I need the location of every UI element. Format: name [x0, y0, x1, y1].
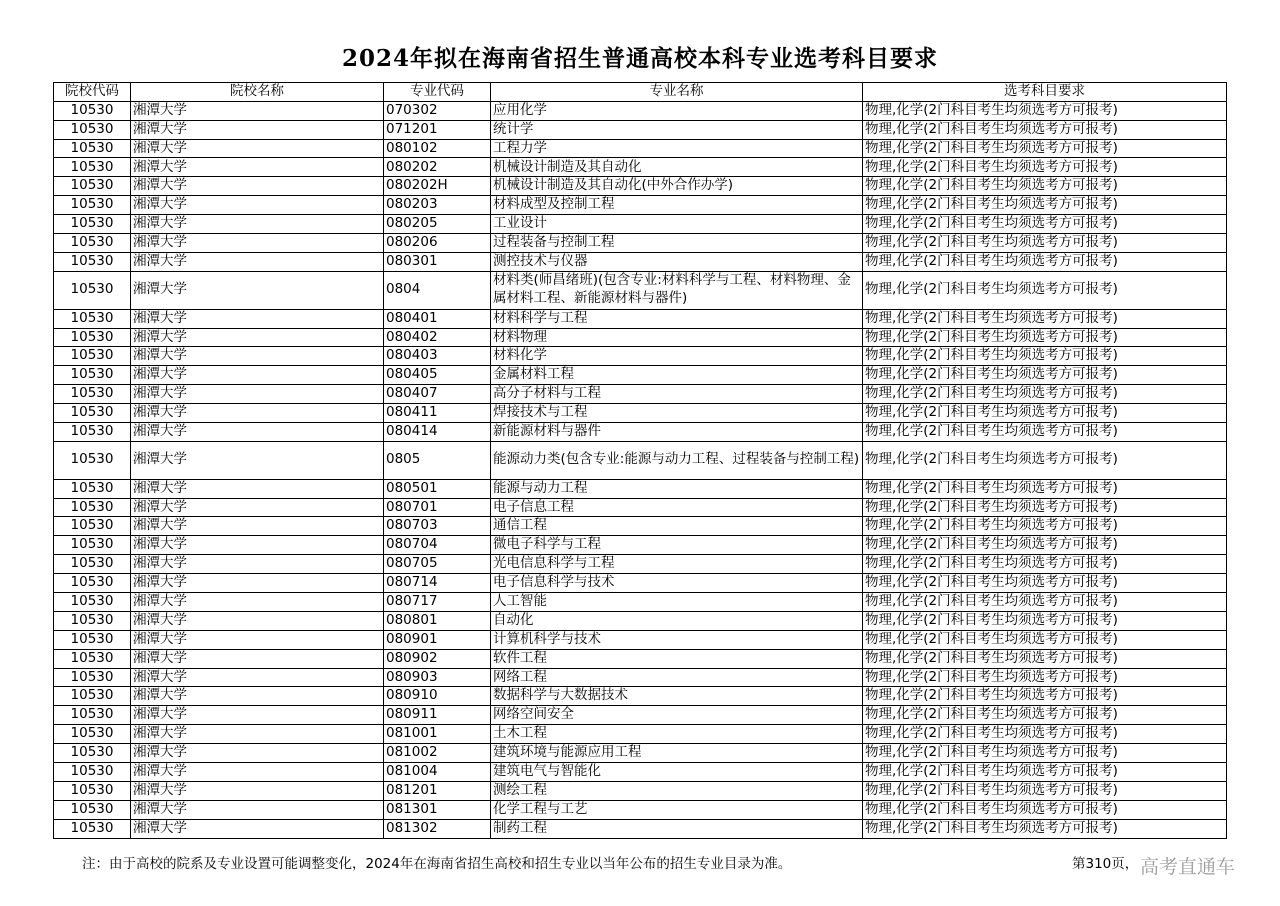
table-header-row — [54, 83, 1227, 102]
cell-school-code: 10530 — [54, 234, 131, 253]
table-row — [54, 592, 1227, 611]
table-row — [54, 158, 1227, 177]
cell-requirement: 物理,化学(2门科目考生均须选考方可报考) — [863, 139, 1227, 158]
cell-major-name: 高分子材料与工程 — [491, 385, 863, 404]
cell-school-name: 湘潭大学 — [131, 177, 384, 196]
cell-major-name: 测控技术与仪器 — [491, 252, 863, 271]
cell-requirement: 物理,化学(2门科目考生均须选考方可报考) — [863, 763, 1227, 782]
cell-major-name: 新能源材料与器件 — [491, 422, 863, 441]
cell-major-name: 焊接技术与工程 — [491, 404, 863, 423]
cell-school-code: 10530 — [54, 328, 131, 347]
table-row — [54, 574, 1227, 593]
cell-school-name: 湘潭大学 — [131, 101, 384, 120]
table-row — [54, 196, 1227, 215]
cell-major-name: 应用化学 — [491, 101, 863, 120]
table-row — [54, 611, 1227, 630]
cell-major-code: 080411 — [384, 404, 491, 423]
cell-requirement: 物理,化学(2门科目考生均须选考方可报考) — [863, 441, 1227, 479]
cell-school-name: 湘潭大学 — [131, 744, 384, 763]
cell-major-name: 电子信息科学与技术 — [491, 574, 863, 593]
cell-school-code: 10530 — [54, 215, 131, 234]
cell-major-code: 080704 — [384, 536, 491, 555]
cell-requirement: 物理,化学(2门科目考生均须选考方可报考) — [863, 385, 1227, 404]
cell-school-name: 湘潭大学 — [131, 668, 384, 687]
header-school-name: 院校名称 — [131, 83, 384, 102]
cell-school-code: 10530 — [54, 422, 131, 441]
table-row — [54, 555, 1227, 574]
cell-school-code: 10530 — [54, 649, 131, 668]
cell-major-code: 070302 — [384, 101, 491, 120]
cell-requirement: 物理,化学(2门科目考生均须选考方可报考) — [863, 347, 1227, 366]
cell-major-name: 网络工程 — [491, 668, 863, 687]
cell-requirement: 物理,化学(2门科目考生均须选考方可报考) — [863, 234, 1227, 253]
cell-major-name: 建筑电气与智能化 — [491, 763, 863, 782]
cell-major-code: 080703 — [384, 517, 491, 536]
cell-school-code: 10530 — [54, 819, 131, 838]
page-number: 第310页， — [1072, 856, 1139, 872]
cell-requirement: 物理,化学(2门科目考生均须选考方可报考) — [863, 819, 1227, 838]
cell-major-name: 建筑环境与能源应用工程 — [491, 744, 863, 763]
cell-major-code: 080102 — [384, 139, 491, 158]
table-row — [54, 309, 1227, 328]
table-row — [54, 630, 1227, 649]
cell-requirement: 物理,化学(2门科目考生均须选考方可报考) — [863, 158, 1227, 177]
table-row — [54, 234, 1227, 253]
cell-requirement: 物理,化学(2门科目考生均须选考方可报考) — [863, 366, 1227, 385]
cell-school-name: 湘潭大学 — [131, 422, 384, 441]
table-row — [54, 649, 1227, 668]
cell-school-code: 10530 — [54, 611, 131, 630]
table-row — [54, 668, 1227, 687]
cell-major-name: 工程力学 — [491, 139, 863, 158]
cell-school-code: 10530 — [54, 630, 131, 649]
cell-major-code: 080403 — [384, 347, 491, 366]
cell-school-code: 10530 — [54, 404, 131, 423]
header-major-name: 专业名称 — [491, 83, 863, 102]
cell-school-name: 湘潭大学 — [131, 215, 384, 234]
cell-school-code: 10530 — [54, 574, 131, 593]
cell-school-code: 10530 — [54, 158, 131, 177]
watermark: 高考直通车 — [1140, 856, 1236, 878]
cell-major-name: 微电子科学与工程 — [491, 536, 863, 555]
table-row — [54, 404, 1227, 423]
cell-major-name: 机械设计制造及其自动化 — [491, 158, 863, 177]
cell-major-name: 土木工程 — [491, 725, 863, 744]
footer-note: 注：由于高校的院系及专业设置可能调整变化，2024年在海南省招生高校和招生专业以当年公布的招生专业目录为准。 — [82, 856, 792, 872]
cell-school-code: 10530 — [54, 271, 131, 309]
cell-major-code: 080202 — [384, 158, 491, 177]
cell-school-name: 湘潭大学 — [131, 555, 384, 574]
cell-requirement: 物理,化学(2门科目考生均须选考方可报考) — [863, 668, 1227, 687]
cell-school-code: 10530 — [54, 706, 131, 725]
page-title: 2024年拟在海南省招生普通高校本科专业选考科目要求 — [341, 45, 938, 72]
cell-requirement: 物理,化学(2门科目考生均须选考方可报考) — [863, 252, 1227, 271]
cell-major-code: 080405 — [384, 366, 491, 385]
cell-school-name: 湘潭大学 — [131, 800, 384, 819]
table-row — [54, 139, 1227, 158]
cell-school-name: 湘潭大学 — [131, 781, 384, 800]
table-row — [54, 781, 1227, 800]
cell-school-name: 湘潭大学 — [131, 158, 384, 177]
cell-school-name: 湘潭大学 — [131, 234, 384, 253]
cell-school-code: 10530 — [54, 687, 131, 706]
cell-school-name: 湘潭大学 — [131, 404, 384, 423]
cell-requirement: 物理,化学(2门科目考生均须选考方可报考) — [863, 271, 1227, 309]
table-row — [54, 725, 1227, 744]
cell-school-code: 10530 — [54, 668, 131, 687]
cell-school-name: 湘潭大学 — [131, 819, 384, 838]
cell-school-name: 湘潭大学 — [131, 763, 384, 782]
cell-requirement: 物理,化学(2门科目考生均须选考方可报考) — [863, 196, 1227, 215]
cell-major-code: 080206 — [384, 234, 491, 253]
cell-major-name: 材料化学 — [491, 347, 863, 366]
cell-major-name: 数据科学与大数据技术 — [491, 687, 863, 706]
cell-school-name: 湘潭大学 — [131, 536, 384, 555]
cell-major-code: 080705 — [384, 555, 491, 574]
cell-major-code: 080203 — [384, 196, 491, 215]
cell-requirement: 物理,化学(2门科目考生均须选考方可报考) — [863, 177, 1227, 196]
cell-requirement: 物理,化学(2门科目考生均须选考方可报考) — [863, 611, 1227, 630]
cell-major-name: 光电信息科学与工程 — [491, 555, 863, 574]
cell-school-code: 10530 — [54, 347, 131, 366]
cell-requirement: 物理,化学(2门科目考生均须选考方可报考) — [863, 800, 1227, 819]
requirements-table — [53, 82, 1227, 839]
cell-requirement: 物理,化学(2门科目考生均须选考方可报考) — [863, 781, 1227, 800]
table-row — [54, 800, 1227, 819]
cell-major-name: 自动化 — [491, 611, 863, 630]
table-row — [54, 517, 1227, 536]
cell-major-code: 080414 — [384, 422, 491, 441]
cell-major-name: 工业设计 — [491, 215, 863, 234]
table-row — [54, 479, 1227, 498]
cell-major-name: 过程装备与控制工程 — [491, 234, 863, 253]
cell-school-code: 10530 — [54, 744, 131, 763]
cell-major-code: 080911 — [384, 706, 491, 725]
cell-major-code: 080301 — [384, 252, 491, 271]
cell-major-code: 080402 — [384, 328, 491, 347]
table-row — [54, 177, 1227, 196]
cell-school-name: 湘潭大学 — [131, 517, 384, 536]
cell-major-code: 080202H — [384, 177, 491, 196]
cell-major-code: 081201 — [384, 781, 491, 800]
cell-requirement: 物理,化学(2门科目考生均须选考方可报考) — [863, 555, 1227, 574]
table-row — [54, 385, 1227, 404]
cell-major-code: 080714 — [384, 574, 491, 593]
cell-major-code: 080717 — [384, 592, 491, 611]
cell-major-code: 080910 — [384, 687, 491, 706]
cell-school-name: 湘潭大学 — [131, 479, 384, 498]
cell-school-name: 湘潭大学 — [131, 498, 384, 517]
cell-school-code: 10530 — [54, 252, 131, 271]
cell-school-code: 10530 — [54, 101, 131, 120]
cell-school-code: 10530 — [54, 517, 131, 536]
cell-major-name: 材料成型及控制工程 — [491, 196, 863, 215]
cell-major-code: 080501 — [384, 479, 491, 498]
table-row — [54, 498, 1227, 517]
cell-requirement: 物理,化学(2门科目考生均须选考方可报考) — [863, 649, 1227, 668]
cell-school-code: 10530 — [54, 498, 131, 517]
cell-requirement: 物理,化学(2门科目考生均须选考方可报考) — [863, 517, 1227, 536]
cell-requirement: 物理,化学(2门科目考生均须选考方可报考) — [863, 101, 1227, 120]
table-row — [54, 422, 1227, 441]
cell-school-name: 湘潭大学 — [131, 366, 384, 385]
cell-school-code: 10530 — [54, 592, 131, 611]
cell-school-code: 10530 — [54, 725, 131, 744]
cell-major-name: 材料物理 — [491, 328, 863, 347]
table-row — [54, 744, 1227, 763]
cell-school-name: 湘潭大学 — [131, 120, 384, 139]
cell-school-name: 湘潭大学 — [131, 328, 384, 347]
table-row — [54, 441, 1227, 479]
table-row — [54, 366, 1227, 385]
cell-school-name: 湘潭大学 — [131, 649, 384, 668]
cell-major-name: 软件工程 — [491, 649, 863, 668]
cell-requirement: 物理,化学(2门科目考生均须选考方可报考) — [863, 120, 1227, 139]
cell-major-code: 081301 — [384, 800, 491, 819]
cell-major-code: 080901 — [384, 630, 491, 649]
cell-school-name: 湘潭大学 — [131, 347, 384, 366]
table-row — [54, 215, 1227, 234]
cell-school-name: 湘潭大学 — [131, 574, 384, 593]
cell-major-name: 电子信息工程 — [491, 498, 863, 517]
cell-major-code: 080205 — [384, 215, 491, 234]
cell-school-code: 10530 — [54, 781, 131, 800]
cell-requirement: 物理,化学(2门科目考生均须选考方可报考) — [863, 630, 1227, 649]
cell-major-code: 0804 — [384, 271, 491, 309]
table-row — [54, 252, 1227, 271]
cell-school-name: 湘潭大学 — [131, 139, 384, 158]
cell-requirement: 物理,化学(2门科目考生均须选考方可报考) — [863, 479, 1227, 498]
header-school-code: 院校代码 — [54, 83, 131, 102]
header-major-code: 专业代码 — [384, 83, 491, 102]
cell-major-name: 金属材料工程 — [491, 366, 863, 385]
cell-requirement: 物理,化学(2门科目考生均须选考方可报考) — [863, 574, 1227, 593]
cell-major-code: 081302 — [384, 819, 491, 838]
cell-major-name: 材料类(师昌绪班)(包含专业:材料科学与工程、材料物理、金属材料工程、新能源材料与器件) — [491, 271, 863, 309]
cell-requirement: 物理,化学(2门科目考生均须选考方可报考) — [863, 687, 1227, 706]
cell-school-code: 10530 — [54, 309, 131, 328]
cell-school-name: 湘潭大学 — [131, 271, 384, 309]
cell-requirement: 物理,化学(2门科目考生均须选考方可报考) — [863, 498, 1227, 517]
cell-requirement: 物理,化学(2门科目考生均须选考方可报考) — [863, 215, 1227, 234]
cell-major-name: 材料科学与工程 — [491, 309, 863, 328]
cell-school-code: 10530 — [54, 441, 131, 479]
cell-major-code: 081004 — [384, 763, 491, 782]
cell-major-code: 081002 — [384, 744, 491, 763]
cell-major-name: 机械设计制造及其自动化(中外合作办学) — [491, 177, 863, 196]
table-row — [54, 271, 1227, 309]
cell-school-code: 10530 — [54, 139, 131, 158]
cell-major-code: 080903 — [384, 668, 491, 687]
cell-major-code: 080407 — [384, 385, 491, 404]
cell-school-name: 湘潭大学 — [131, 592, 384, 611]
cell-requirement: 物理,化学(2门科目考生均须选考方可报考) — [863, 536, 1227, 555]
cell-school-name: 湘潭大学 — [131, 611, 384, 630]
cell-major-name: 通信工程 — [491, 517, 863, 536]
cell-school-name: 湘潭大学 — [131, 196, 384, 215]
table-row — [54, 328, 1227, 347]
cell-school-code: 10530 — [54, 763, 131, 782]
cell-requirement: 物理,化学(2门科目考生均须选考方可报考) — [863, 725, 1227, 744]
cell-requirement: 物理,化学(2门科目考生均须选考方可报考) — [863, 592, 1227, 611]
cell-school-code: 10530 — [54, 177, 131, 196]
table-row — [54, 120, 1227, 139]
cell-major-name: 人工智能 — [491, 592, 863, 611]
cell-school-code: 10530 — [54, 800, 131, 819]
cell-school-code: 10530 — [54, 385, 131, 404]
cell-major-code: 081001 — [384, 725, 491, 744]
cell-major-name: 能源与动力工程 — [491, 479, 863, 498]
cell-school-name: 湘潭大学 — [131, 252, 384, 271]
cell-school-code: 10530 — [54, 479, 131, 498]
cell-school-name: 湘潭大学 — [131, 441, 384, 479]
cell-major-name: 测绘工程 — [491, 781, 863, 800]
cell-school-code: 10530 — [54, 366, 131, 385]
cell-requirement: 物理,化学(2门科目考生均须选考方可报考) — [863, 744, 1227, 763]
cell-major-code: 080801 — [384, 611, 491, 630]
table-row — [54, 706, 1227, 725]
cell-requirement: 物理,化学(2门科目考生均须选考方可报考) — [863, 706, 1227, 725]
cell-major-code: 080401 — [384, 309, 491, 328]
cell-school-code: 10530 — [54, 536, 131, 555]
cell-requirement: 物理,化学(2门科目考生均须选考方可报考) — [863, 309, 1227, 328]
cell-school-name: 湘潭大学 — [131, 385, 384, 404]
table-row — [54, 819, 1227, 838]
cell-major-code: 0805 — [384, 441, 491, 479]
cell-school-name: 湘潭大学 — [131, 687, 384, 706]
cell-major-name: 化学工程与工艺 — [491, 800, 863, 819]
cell-major-code: 071201 — [384, 120, 491, 139]
header-requirement: 选考科目要求 — [863, 83, 1227, 102]
cell-school-code: 10530 — [54, 555, 131, 574]
cell-major-code: 080902 — [384, 649, 491, 668]
cell-major-name: 计算机科学与技术 — [491, 630, 863, 649]
cell-school-code: 10530 — [54, 120, 131, 139]
cell-major-name: 网络空间安全 — [491, 706, 863, 725]
cell-school-name: 湘潭大学 — [131, 725, 384, 744]
table-row — [54, 101, 1227, 120]
cell-school-code: 10530 — [54, 196, 131, 215]
cell-major-code: 080701 — [384, 498, 491, 517]
cell-major-name: 能源动力类(包含专业:能源与动力工程、过程装备与控制工程) — [491, 441, 863, 479]
cell-school-name: 湘潭大学 — [131, 309, 384, 328]
table-row — [54, 687, 1227, 706]
cell-requirement: 物理,化学(2门科目考生均须选考方可报考) — [863, 422, 1227, 441]
cell-major-name: 制药工程 — [491, 819, 863, 838]
cell-school-name: 湘潭大学 — [131, 706, 384, 725]
table-row — [54, 763, 1227, 782]
cell-school-name: 湘潭大学 — [131, 630, 384, 649]
table-row — [54, 347, 1227, 366]
cell-major-name: 统计学 — [491, 120, 863, 139]
cell-requirement: 物理,化学(2门科目考生均须选考方可报考) — [863, 328, 1227, 347]
cell-requirement: 物理,化学(2门科目考生均须选考方可报考) — [863, 404, 1227, 423]
table-row — [54, 536, 1227, 555]
